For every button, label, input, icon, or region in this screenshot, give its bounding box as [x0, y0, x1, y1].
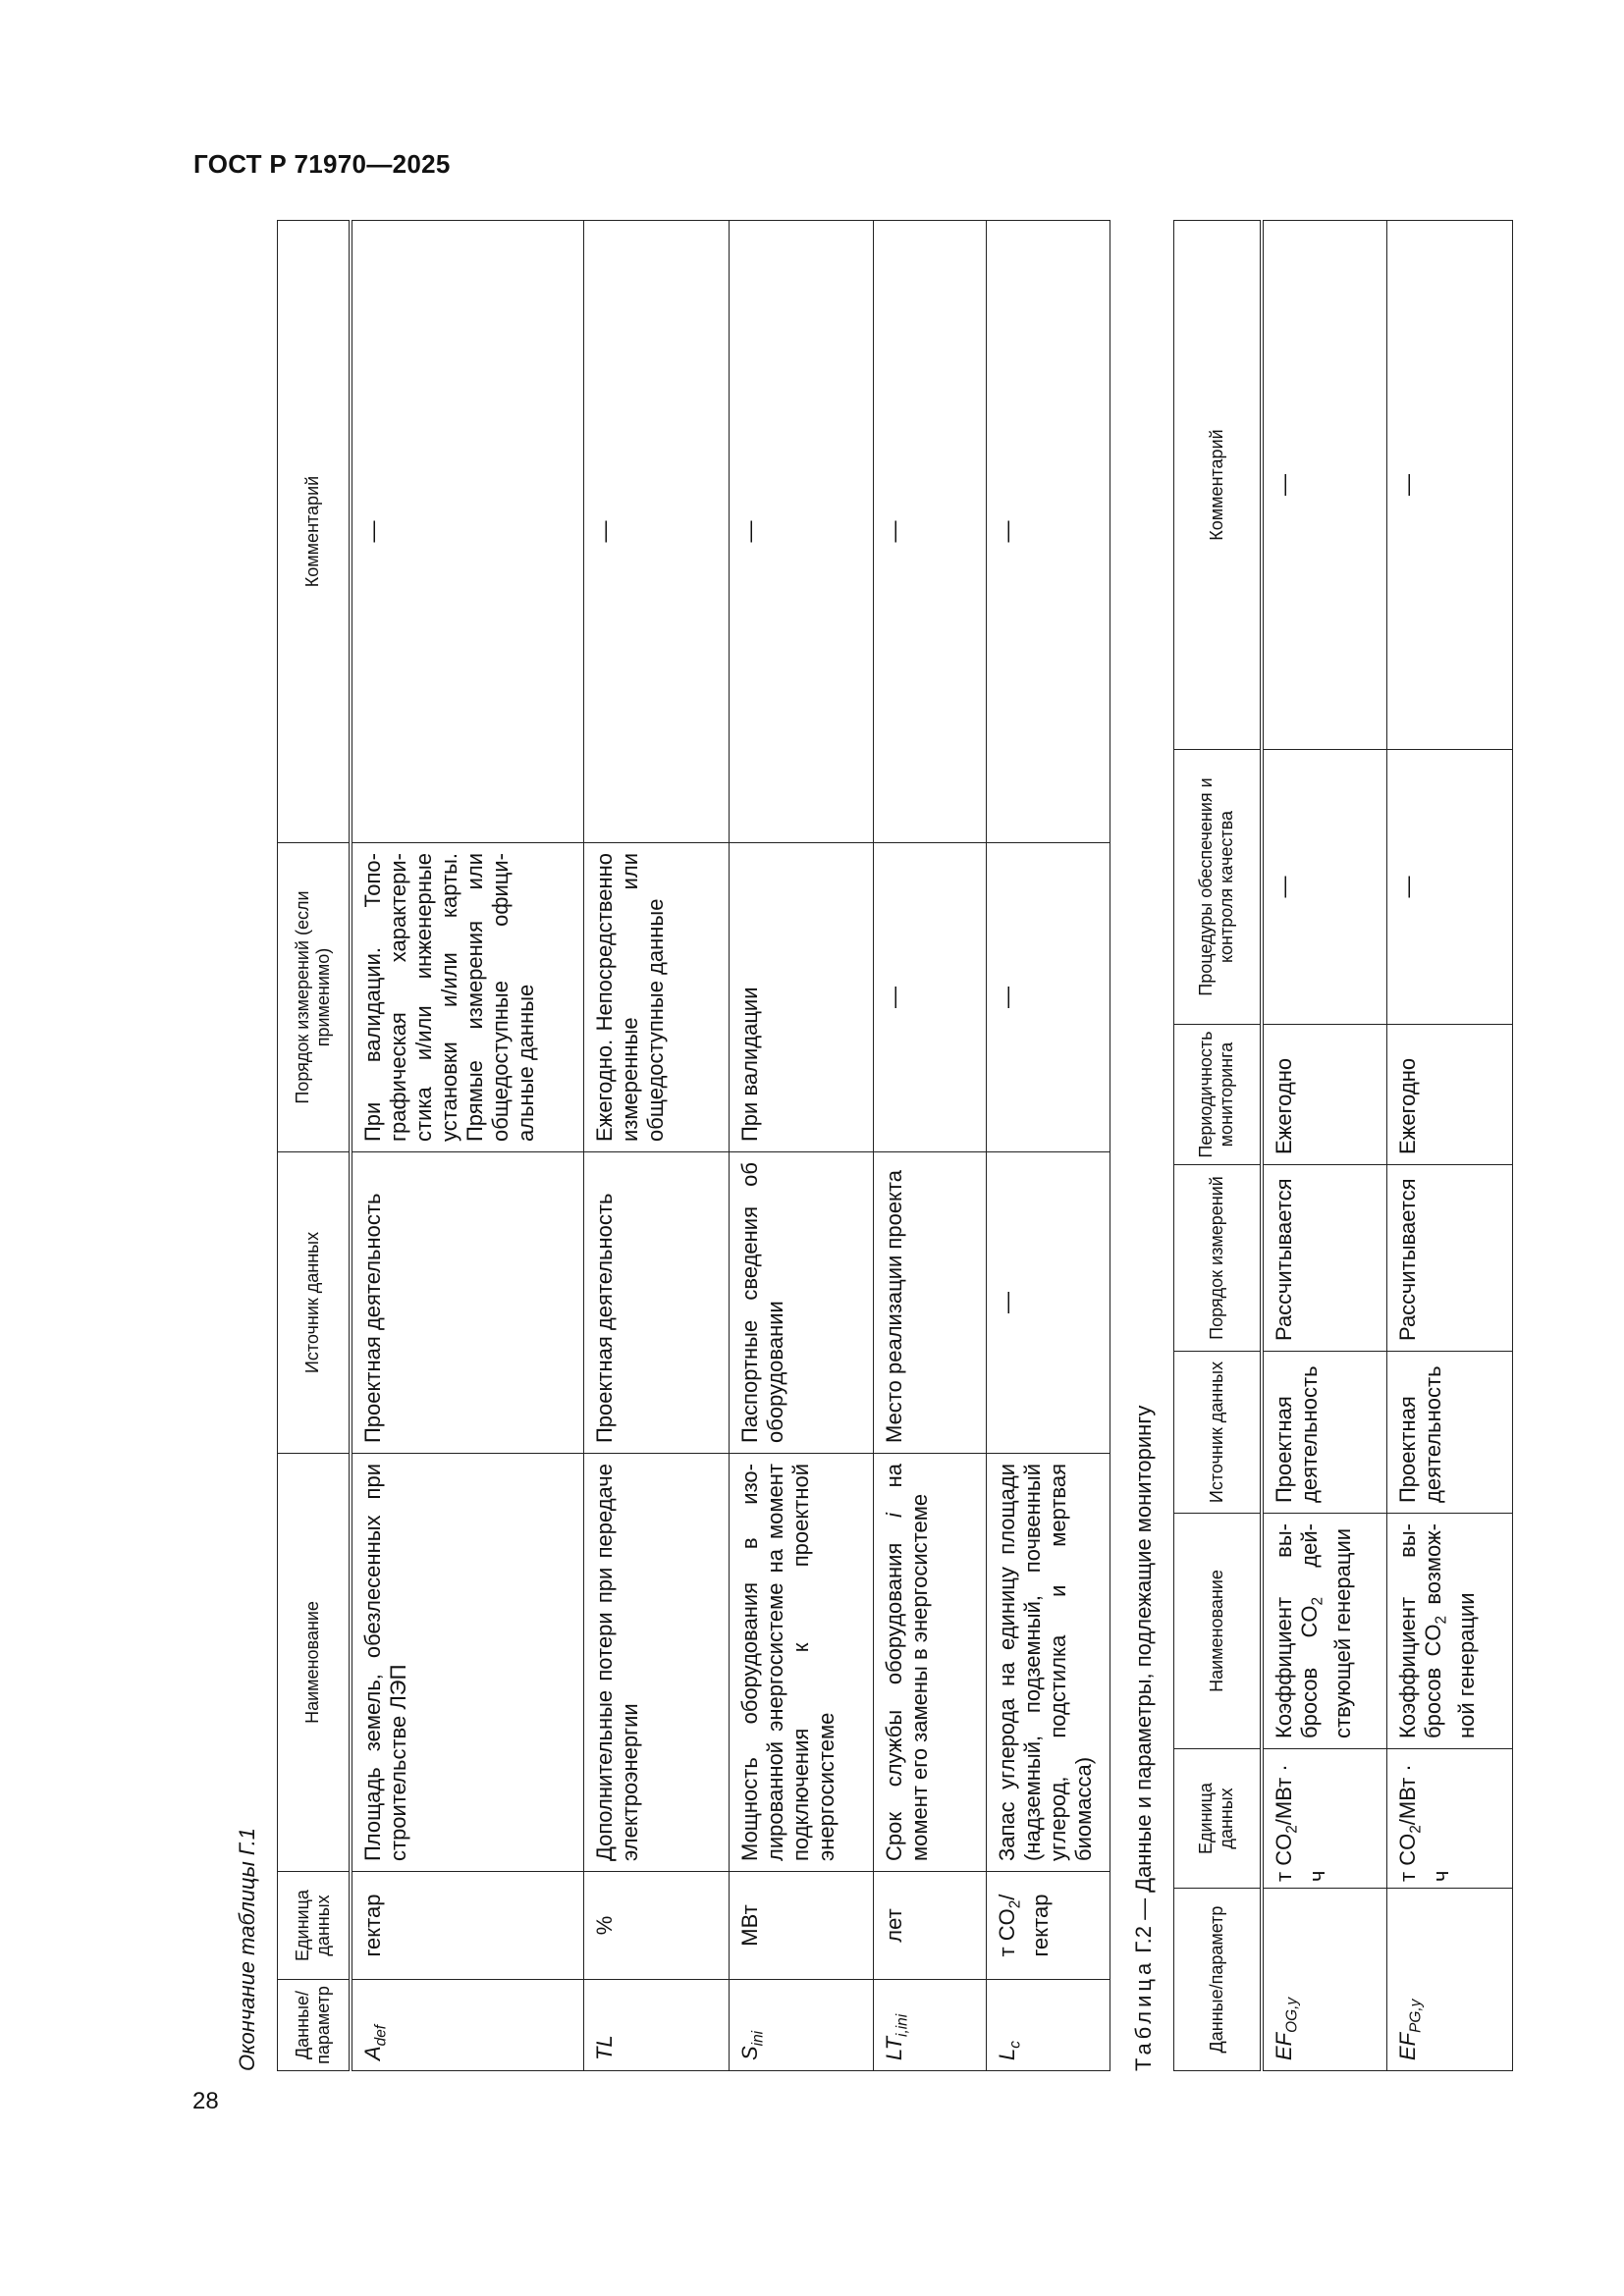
- table-g1-caption: Окончание таблицы Г.1: [235, 1828, 259, 2071]
- table-row: [1262, 221, 1387, 2071]
- name-cell: Коэффициент выбросов $CO_2$ действующей генерации: [1262, 1514, 1387, 1749]
- col-header-name: Наименование: [1174, 1514, 1262, 1749]
- procedure-cell: —: [987, 843, 1110, 1152]
- table-g2: [1173, 220, 1513, 2071]
- col-header-param: Данные/параметр: [1174, 1889, 1262, 2071]
- procedure-cell: —: [874, 843, 987, 1152]
- source-cell: Проектная деятельность: [1387, 1352, 1513, 1514]
- source-cell: —: [987, 1152, 1110, 1454]
- param-cell: $L_c$: [987, 1980, 1110, 2071]
- col-header-procedure: Порядок измерений: [1174, 1165, 1262, 1352]
- param-cell: $S_{ini}$: [730, 1980, 874, 2071]
- name-cell: Коэффициент выбросов $CO_2$ возможной генерации: [1387, 1514, 1513, 1749]
- document-header: ГОСТ Р 71970—2025: [193, 149, 451, 179]
- periodicity-cell: Ежегодно: [1262, 1025, 1387, 1165]
- table-g1-header-row: [278, 221, 351, 2071]
- col-header-unit: Единица данных: [278, 1872, 351, 1980]
- comment-cell: —: [1262, 221, 1387, 750]
- comment-cell: —: [874, 221, 987, 843]
- qa-cell: —: [1387, 750, 1513, 1025]
- col-header-periodicity: Периодичность мониторинга: [1174, 1025, 1262, 1165]
- table-g2-caption: Таблица Г.2 — Данные и параметры, подлежащие мониторингу: [1131, 1405, 1156, 2071]
- procedure-cell: При валидации: [730, 843, 874, 1152]
- param-cell: $EF_{PG,y}$: [1387, 1889, 1513, 2071]
- param-cell: $LT_{i,ini}$: [874, 1980, 987, 2071]
- source-cell: Проектная деятельность: [1262, 1352, 1387, 1514]
- col-header-name: Наименование: [278, 1454, 351, 1872]
- comment-cell: —: [1387, 221, 1513, 750]
- unit-cell: т $CO_2$/МВт · ч: [1387, 1749, 1513, 1889]
- comment-cell: —: [351, 221, 584, 843]
- col-header-comment: Комментарий: [1174, 221, 1262, 750]
- unit-cell: лет: [874, 1872, 987, 1980]
- qa-cell: —: [1262, 750, 1387, 1025]
- source-cell: Проектная деятельность: [584, 1152, 730, 1454]
- name-cell: Площадь земель, обезлесенных при строительстве ЛЭП: [351, 1454, 584, 1872]
- name-cell: Срок службы оборудования i на момент его замены в энергосистеме: [874, 1454, 987, 1872]
- unit-cell: МВт: [730, 1872, 874, 1980]
- procedure-cell: Рассчитывается: [1262, 1165, 1387, 1352]
- table-g1-block: [226, 221, 1110, 2071]
- col-header-procedure: Порядок измерений (если применимо): [278, 843, 351, 1152]
- procedure-cell: Ежегодно. Непосредственно измеренные или общедоступные данные: [584, 843, 730, 1152]
- col-header-qa: Процедуры обеспечения и контроля качества: [1174, 750, 1262, 1025]
- col-header-source: Источник данных: [278, 1152, 351, 1454]
- table-row: [874, 221, 987, 2071]
- col-header-unit: Единица данных: [1174, 1749, 1262, 1889]
- name-cell: Мощность оборудования в изолированной энергосистеме на момент подключения к проектной энергосистеме: [730, 1454, 874, 1872]
- unit-cell: %: [584, 1872, 730, 1980]
- table-row: [584, 221, 730, 2071]
- procedure-cell: При валидации. Топографическая характеристика и/или инженерные установки и/или карты. Прямые измерения или общедоступные официальные данные: [351, 843, 584, 1152]
- col-header-param: Данные/ параметр: [278, 1980, 351, 2071]
- col-header-comment: Комментарий: [278, 221, 351, 843]
- param-cell: $EF_{OG,y}$: [1262, 1889, 1387, 2071]
- param-cell: TL: [584, 1980, 730, 2071]
- unit-cell: т $CO_2$/МВт · ч: [1262, 1749, 1387, 1889]
- table-row: [987, 221, 1110, 2071]
- table-g2-header-row: [1174, 221, 1262, 2071]
- col-header-source: Источник данных: [1174, 1352, 1262, 1514]
- source-cell: Место реализации проекта: [874, 1152, 987, 1454]
- table-row: [351, 221, 584, 2071]
- name-cell: Запас углерода на единицу площади (надземный, подземный, почвенный углерод, подстилка и мертвая биомасса): [987, 1454, 1110, 1872]
- page-number: 28: [192, 2088, 219, 2114]
- source-cell: Паспортные сведения об оборудовании: [730, 1152, 874, 1454]
- table-row: [1387, 221, 1513, 2071]
- unit-cell: гектар: [351, 1872, 584, 1980]
- comment-cell: —: [730, 221, 874, 843]
- source-cell: Проектная деятельность: [351, 1152, 584, 1454]
- table-g1: [277, 220, 1110, 2071]
- periodicity-cell: Ежегодно: [1387, 1025, 1513, 1165]
- table-row: [730, 221, 874, 2071]
- name-cell: Дополнительные потери при передаче электроэнергии: [584, 1454, 730, 1872]
- param-cell: $A_{def}$: [351, 1980, 584, 2071]
- table-g2-block: [1122, 221, 1535, 2071]
- comment-cell: —: [584, 221, 730, 843]
- unit-cell: т $CO_2$/гектар: [987, 1872, 1110, 1980]
- comment-cell: —: [987, 221, 1110, 843]
- procedure-cell: Рассчитывается: [1387, 1165, 1513, 1352]
